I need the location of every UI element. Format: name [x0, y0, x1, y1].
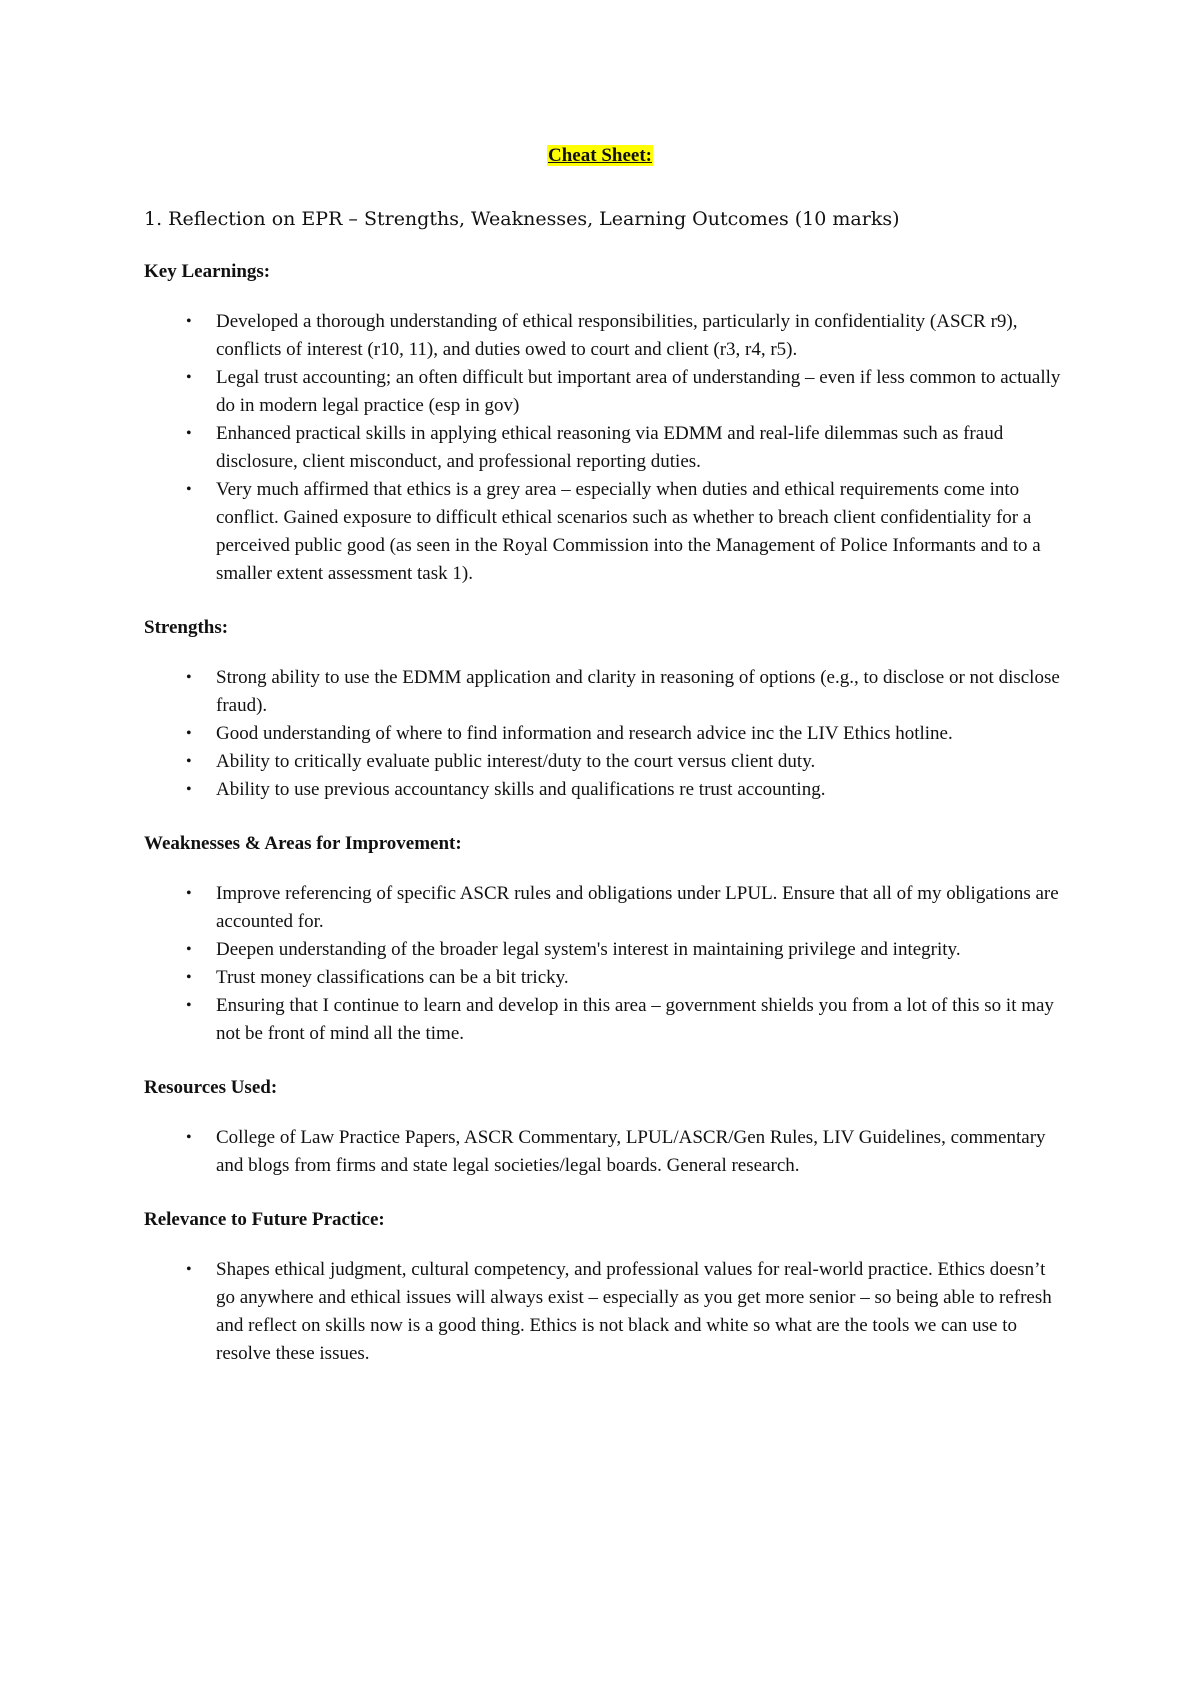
- list-item: [144, 1124, 1064, 1180]
- bullet-icon: •: [186, 313, 192, 330]
- relevance-heading: Relevance to Future Practice:: [144, 1209, 385, 1230]
- list-item-text: Good understanding of where to find information and research advice inc the LIV Ethics hotline.: [216, 723, 953, 744]
- list-item-text: Ensuring that I continue to learn and develop in this area – government shields you from a lot of this so it may not be front of mind all the time.: [216, 995, 1054, 1044]
- page-title: [0, 144, 1200, 168]
- list-item-text: Improve referencing of specific ASCR rules and obligations under LPUL. Ensure that all of my obligations are accounted for.: [216, 883, 1059, 932]
- weaknesses-list: [144, 880, 1064, 1048]
- section-heading: 1. Reflection on EPR – Strengths, Weaknesses, Learning Outcomes (10 marks): [144, 208, 900, 230]
- list-item-text: Strong ability to use the EDMM application and clarity in reasoning of options (e.g., to disclose or not disclose fraud).: [216, 667, 1060, 716]
- list-item: [144, 964, 1064, 992]
- weaknesses-heading: Weaknesses & Areas for Improvement:: [144, 833, 462, 854]
- bullet-icon: •: [186, 1261, 192, 1278]
- page-title-text: Cheat Sheet:: [548, 145, 652, 166]
- bullet-icon: •: [186, 753, 192, 770]
- list-item: [144, 420, 1064, 476]
- bullet-icon: •: [186, 969, 192, 986]
- list-item-text: Ability to use previous accountancy skills and qualifications re trust accounting.: [216, 779, 826, 800]
- bullet-icon: •: [186, 669, 192, 686]
- list-item-text: Trust money classifications can be a bit tricky.: [216, 967, 569, 988]
- list-item: [144, 748, 1064, 776]
- strengths-list: [144, 664, 1064, 804]
- list-item-text: Shapes ethical judgment, cultural competency, and professional values for real-world practice. Ethics doesn’t go anywhere and ethical issues will always exist – especially as you get more senior – so being able to refresh and reflect on skills now is a good thing. Ethics is not black and white so what are the tools we can use to resolve these issues.: [216, 1259, 1052, 1364]
- list-item: [144, 1256, 1064, 1368]
- bullet-icon: •: [186, 1129, 192, 1146]
- list-item: [144, 308, 1064, 364]
- list-item-text: Very much affirmed that ethics is a grey area – especially when duties and ethical requirements come into conflict. Gained exposure to difficult ethical scenarios such as whether to breach client confidentiality for a perceived public good (as seen in the Royal Commission into the Management of Police Informants and to a smaller extent assessment task 1).: [216, 479, 1041, 584]
- key-learnings-heading: Key Learnings:: [144, 261, 271, 282]
- list-item: [144, 880, 1064, 936]
- bullet-icon: •: [186, 997, 192, 1014]
- bullet-icon: •: [186, 369, 192, 386]
- resources-list: [144, 1124, 1064, 1180]
- document-body: [144, 206, 1064, 1394]
- strengths-heading: Strengths:: [144, 617, 229, 638]
- bullet-icon: •: [186, 425, 192, 442]
- bullet-icon: •: [186, 781, 192, 798]
- list-item-text: Ability to critically evaluate public interest/duty to the court versus client duty.: [216, 751, 816, 772]
- list-item: [144, 776, 1064, 804]
- list-item-text: Legal trust accounting; an often difficult but important area of understanding – even if less common to actually do in modern legal practice (esp in gov): [216, 367, 1061, 416]
- list-item: [144, 664, 1064, 720]
- list-item: [144, 992, 1064, 1048]
- list-item: [144, 936, 1064, 964]
- list-item-text: Deepen understanding of the broader legal system's interest in maintaining privilege and integrity.: [216, 939, 961, 960]
- bullet-icon: •: [186, 481, 192, 498]
- key-learnings-list: [144, 308, 1064, 588]
- list-item: [144, 476, 1064, 588]
- list-item-text: College of Law Practice Papers, ASCR Commentary, LPUL/ASCR/Gen Rules, LIV Guidelines, commentary and blogs from firms and state legal societies/legal boards. General research.: [216, 1127, 1046, 1176]
- list-item-text: Enhanced practical skills in applying ethical reasoning via EDMM and real-life dilemmas such as fraud disclosure, client misconduct, and professional reporting duties.: [216, 423, 1004, 472]
- resources-heading: Resources Used:: [144, 1077, 278, 1098]
- relevance-list: [144, 1256, 1064, 1368]
- bullet-icon: •: [186, 885, 192, 902]
- list-item-text: Developed a thorough understanding of ethical responsibilities, particularly in confidentiality (ASCR r9), conflicts of interest (r10, 11), and duties owed to court and client (r3, r4, r5).: [216, 311, 1018, 360]
- bullet-icon: •: [186, 725, 192, 742]
- list-item: [144, 364, 1064, 420]
- list-item: [144, 720, 1064, 748]
- bullet-icon: •: [186, 941, 192, 958]
